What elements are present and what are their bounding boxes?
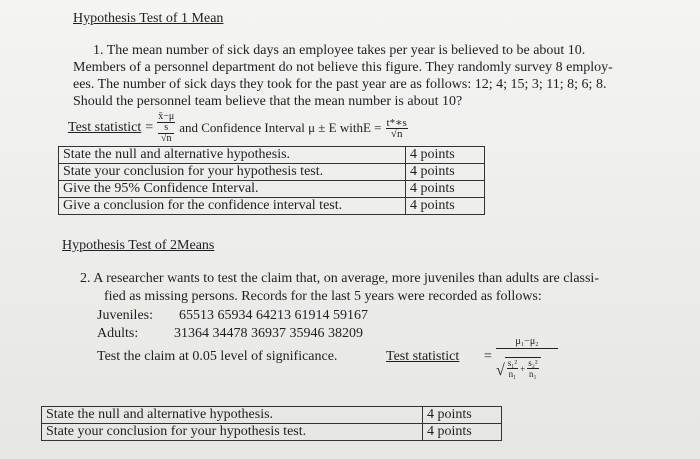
task-cell: State your conclusion for your hypothesis test. bbox=[42, 424, 423, 441]
e-numerator: t*∗s bbox=[386, 116, 407, 129]
s1-over-n1 bbox=[507, 358, 518, 379]
juveniles-values: 65513 65934 64213 61914 59167 bbox=[179, 308, 368, 323]
n2: n₁ bbox=[529, 369, 537, 379]
problem2-line-2: fied as missing persons. Records for the last 5 years were recorded as follows: bbox=[104, 289, 542, 304]
section2-heading: Hypothesis Test of 2Means bbox=[62, 238, 215, 253]
test-statistic-label-2: Test statistict bbox=[386, 349, 460, 364]
test-statistic-label: Test statistict bbox=[68, 120, 142, 135]
problem1-line-1: 1. The mean number of sick days an employee takes per year is believed to be about 10. bbox=[93, 43, 586, 58]
points-cell: 4 points bbox=[406, 181, 485, 198]
formula-row-1 bbox=[68, 112, 408, 144]
table-row bbox=[59, 147, 485, 164]
table-row bbox=[59, 198, 485, 215]
t-stat-numerator: x̄−μ bbox=[158, 111, 175, 122]
t-stat-den-sqrt-n: √n bbox=[160, 133, 172, 144]
n1: n₁ bbox=[508, 369, 517, 379]
equals-sign-2: = bbox=[484, 349, 492, 364]
table-row bbox=[42, 424, 502, 441]
points-cell: 4 points bbox=[406, 147, 485, 164]
adults-values: 31364 34478 36937 35946 38209 bbox=[174, 326, 363, 341]
task-cell: Give the 95% Confidence Interval. bbox=[59, 181, 406, 198]
task-cell: Give a conclusion for the confidence interval test. bbox=[59, 198, 406, 215]
points-cell: 4 points bbox=[423, 407, 502, 424]
two-means-denominator bbox=[496, 357, 558, 379]
points-cell: 4 points bbox=[423, 424, 502, 441]
task-cell: State the null and alternative hypothesis. bbox=[59, 147, 406, 164]
two-means-fraction bbox=[496, 336, 558, 379]
problem1-line-3: ees. The number of sick days they took for the past year are as follows: 12; 4; 15; 3; 11; 8; 6; 8. bbox=[73, 77, 607, 92]
section2-points-table bbox=[41, 406, 502, 441]
confidence-interval-text: and Confidence Interval μ ± E withE = bbox=[179, 120, 382, 135]
problem1-line-2: Members of a personnel department do not believe this figure. They randomly survey 8 employ- bbox=[73, 60, 613, 75]
points-cell: 4 points bbox=[406, 164, 485, 181]
equals-sign: = bbox=[145, 120, 154, 135]
margin-error-fraction bbox=[386, 118, 408, 139]
s1-squared: s₁² bbox=[507, 358, 518, 368]
t-stat-den-s: s bbox=[158, 123, 174, 134]
plus-sign: + bbox=[520, 363, 526, 374]
juveniles-label: Juveniles: bbox=[97, 308, 153, 323]
sqrt-icon: √ bbox=[496, 362, 505, 379]
task-cell: State the null and alternative hypothesis. bbox=[42, 407, 423, 424]
table-row bbox=[59, 164, 485, 181]
table-row bbox=[42, 407, 502, 424]
section1-heading: Hypothesis Test of 1 Mean bbox=[73, 11, 224, 26]
sqrt-radicand bbox=[505, 357, 541, 379]
problem1-line-4: Should the personnel team believe that the mean number is about 10? bbox=[73, 94, 463, 109]
table-row bbox=[59, 181, 485, 198]
e-denominator: √n bbox=[390, 127, 403, 140]
claim-text: Test the claim at 0.05 level of significance. bbox=[97, 349, 338, 364]
t-statistic-fraction bbox=[157, 112, 175, 144]
t-stat-denominator bbox=[157, 123, 175, 144]
problem2-line-1: 2. A researcher wants to test the claim that, on average, more juveniles than adults are classi- bbox=[80, 271, 599, 286]
s2-squared: s₂² bbox=[528, 358, 538, 368]
adults-label: Adults: bbox=[97, 326, 139, 341]
section1-points-table bbox=[58, 146, 485, 215]
s2-over-n2 bbox=[527, 358, 538, 379]
two-means-numerator: μ₁−μ₂ bbox=[496, 336, 558, 349]
points-cell: 4 points bbox=[406, 198, 485, 215]
task-cell: State your conclusion for your hypothesis test. bbox=[59, 164, 406, 181]
